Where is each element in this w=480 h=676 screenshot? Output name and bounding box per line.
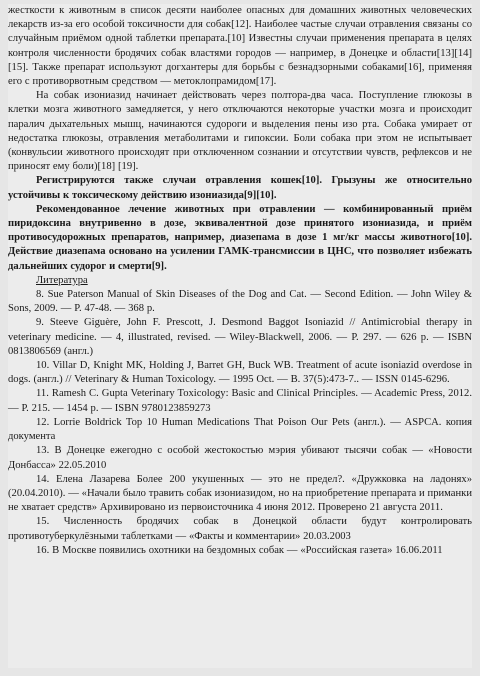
literature-heading: Литература xyxy=(36,274,88,286)
reference-item: 8. Sue Paterson Manual of Skin Diseases of the Dog and Cat. — Second Edition. — John Wiley & Sons, 2009. — P. 47-48. — 368 p. xyxy=(8,289,472,315)
reference-item: 9. Steeve Giguère, John F. Prescott, J. Desmond Baggot Isoniazid // Antimicrobial therapy in veterinary medicine. — 4, illustrated, revised. — Wiley-Blackwell, 2006. — P. 297. — 626 p. — ISBN 0813806569 (англ.) xyxy=(8,317,472,357)
reference-item: 12. Lorrie Boldrick Top 10 Human Medications That Poison Our Pets (англ.). — ASPCA. копия документа xyxy=(8,416,472,443)
reference-item: 16. В Москве появились охотники на бездомных собак — «Российская газета» 16.06.2011 xyxy=(36,544,443,556)
paragraph-mechanism: На собак изониазид начинает действовать через полтора-два часа. Поступление глюкозы в клетки мозга животного замедляется, у него отключаются некоторые участки мозга и происходит паралич дыхательных мышц, начинаются судороги и выделения пены изо рта. Собака умирает от недостатка глюкозы, отравления метаболитами и гипоксии. Боли собака при этом не испытывает (конвульсии животного происходят при отключенном сознании и отсутствии чувств, рефлексов и не приносят ему боли)[18] [19]. xyxy=(8,90,472,173)
paragraph-treatment: Рекомендованное лечение животных при отравлении — комбинированный приём пиридоксина внутривенно в дозе, эквивалентной дозе принятого изониазида, и приём противосудорожных препаратов, например, диазепама в дозе 1 мг/кг массы животного[10]. Действие диазепама основано на усилении ГАМК-трансмиссии в ЦНС, что позволяет избежать дальнейших судорог и смерти[9]. xyxy=(8,203,472,272)
reference-item: 10. Villar D, Knight MK, Holding J, Barret GH, Buck WB. Treatment of acute isoniazid overdose in dogs. (англ.) // Veterinary & Human Toxicology. — 1995 Oct. — B. 37(5):473-7.. — ISSN 0145-6296. xyxy=(8,360,472,386)
reference-item: 13. В Донецке ежегодно с особой жестокостью мэрия убивают тысячи собак — «Новости Донбасса» 22.05.2010 xyxy=(8,445,472,471)
paragraph-toxicity: жесткости к животным в список десяти наиболее опасных для домашних животных человеческих лекарств из-за его особой токсичности для собак[12]. Наиболее частые случаи отравления связаны со случайным приёмом одной таблетки препарата.[10] Известны случаи применения препарата в целях контроля численности бродячих собак властями городов — например, в Донецке и области[13][14][15]. Также препарат используют догхантеры для борьбы с безнадзорными собаками[16], применяя его с противорвотным средством — метоклопрамидом[17]. xyxy=(8,5,472,88)
reference-item: 11. Ramesh C. Gupta Veterinary Toxicology: Basic and Clinical Principles. — Academic Press, 2012. — P. 215. — 1454 p. — ISBN 9780123859273 xyxy=(8,388,472,414)
reference-item: 15. Численность бродячих собак в Донецкой области будут контролировать противотуберкулёзными таблетками — «Факты и комментарии» 20.03.2003 xyxy=(8,516,472,542)
reference-item: 14. Елена Лазарева Более 200 укушенных — это не предел?. «Дружковка на ладонях» (20.04.2010). — «Начали было травить собак изониазидом, но на приобретение препарата и приманки не хватает средств» Архивировано из первоисточника 4 июня 2012. Проверено 21 августа 2011. xyxy=(8,473,472,514)
document-page xyxy=(8,4,472,668)
paragraph-cats: Регистрируются также случаи отравления кошек[10]. Грызуны же относительно устойчивы к токсическому действию изониазида[9][10]. xyxy=(8,175,472,201)
